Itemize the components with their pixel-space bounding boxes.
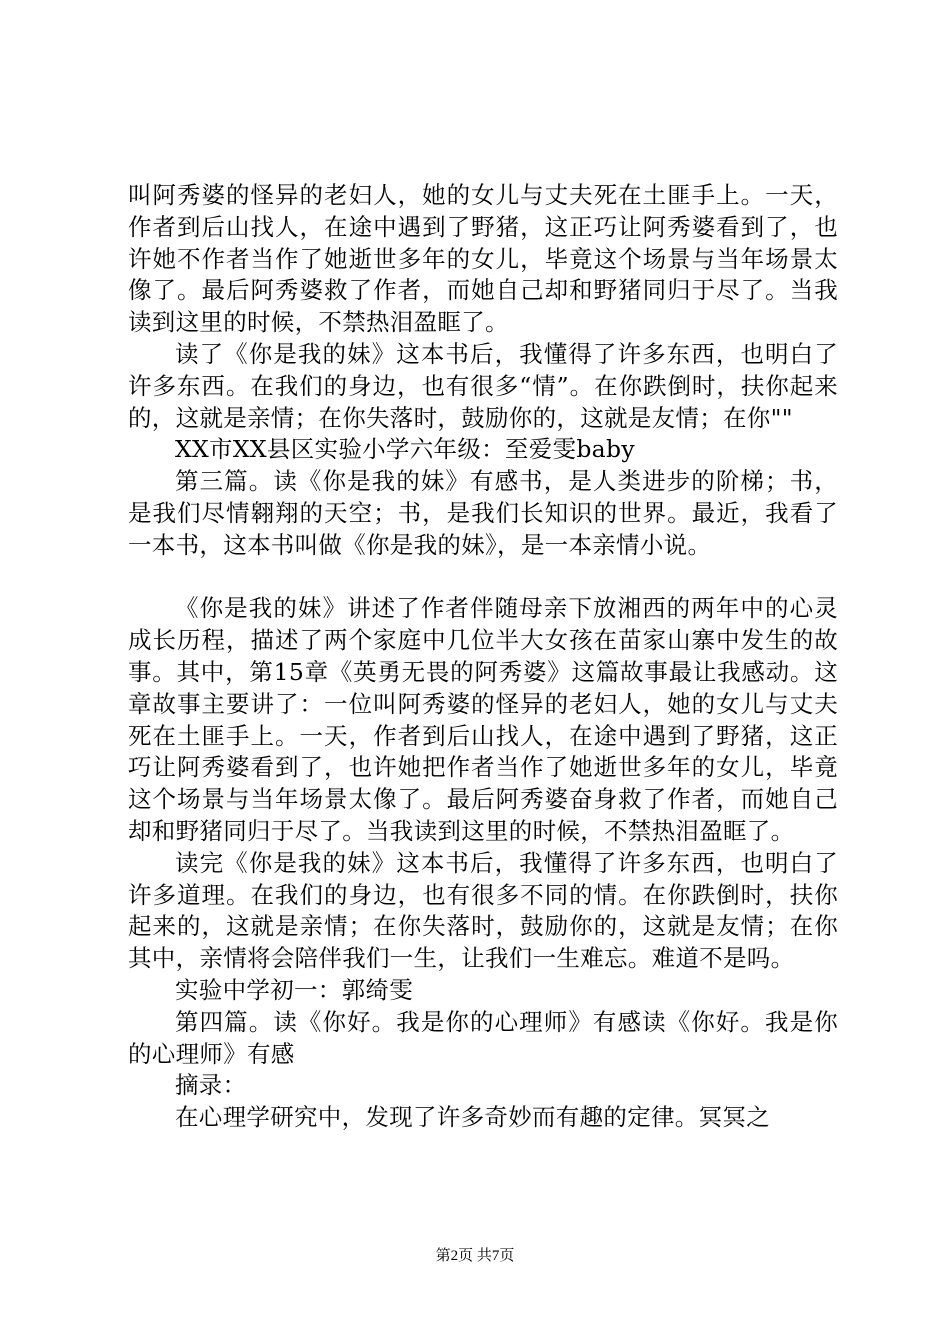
- section-three-intro: 第三篇。读《你是我的妹》有感书，是人类进步的阶梯；书，是我们尽情翱翔的天空；书，是我们长知识的世界。最近，我看了一本书，这本书叫做《你是我的妹》，是一本亲情小说。: [128, 467, 838, 559]
- paragraph-excerpt: 在心理学研究中，发现了许多奇妙而有趣的定律。冥冥之: [175, 1103, 770, 1132]
- author-line: XX市XX县区实验小学六年级：至爱雯baby: [175, 435, 635, 464]
- paragraph-story: 《你是我的妹》讲述了作者伴随母亲下放湘西的两年中的心灵成长历程，描述了两个家庭中几位半大女孩在苗家山寨中发生的故事。其中，第15章《英勇无畏的阿秀婆》这篇故事最让我感动。这章故事主要讲了：一位叫阿秀婆的怪异的老妇人，她的女儿与丈夫死在土匪手上。一天，作者到后山找人，在途中遇到了野猪，这正巧让阿秀婆看到了，也许她把作者当作了她逝世多年的女儿，毕竟这个场景与当年场景太像了。最后阿秀婆奋身救了作者，而她自己却和野猪同归于尽了。当我读到这里的时候，不禁热泪盈眶了。: [128, 594, 838, 845]
- author-line: 实验中学初一：郭绮雯: [175, 975, 413, 1004]
- document-body: [128, 180, 838, 1134]
- paragraph-summary: 读了《你是我的妹》这本书后，我懂得了许多东西，也明白了许多东西。在我们的身边，也有很多“情”。在你跌倒时，扶你起来的，这就是亲情；在你失落时，鼓励你的，这就是友情；在你"": [128, 339, 838, 432]
- excerpt-label: 摘录：: [175, 1071, 247, 1100]
- paragraph-gap: [128, 562, 838, 594]
- section-four-title: 第四篇。读《你好。我是你的心理师》有感读《你好。我是你的心理师》有感: [128, 1007, 838, 1068]
- paragraph-reflection: 读完《你是我的妹》这本书后，我懂得了许多东西，也明白了许多道理。在我们的身边，也有很多不同的情。在你跌倒时，扶你起来的，这就是亲情；在你失落时，鼓励你的，这就是友情；在你其中，亲情将会陪伴我们一生，让我们一生难忘。难道不是吗。: [128, 848, 838, 973]
- page-footer: 第2页 共7页: [435, 1248, 515, 1264]
- paragraph-continued: 叫阿秀婆的怪异的老妇人，她的女儿与丈夫死在土匪手上。一天，作者到后山找人，在途中遇到了野猪，这正巧让阿秀婆看到了，也许她不作者当作了她逝世多年的女儿，毕竟这个场景与当年场景太像了。最后阿秀婆救了作者，而她自己却和野猪同归于尽了。当我读到这里的时候，不禁热泪盈眶了。: [128, 181, 838, 337]
